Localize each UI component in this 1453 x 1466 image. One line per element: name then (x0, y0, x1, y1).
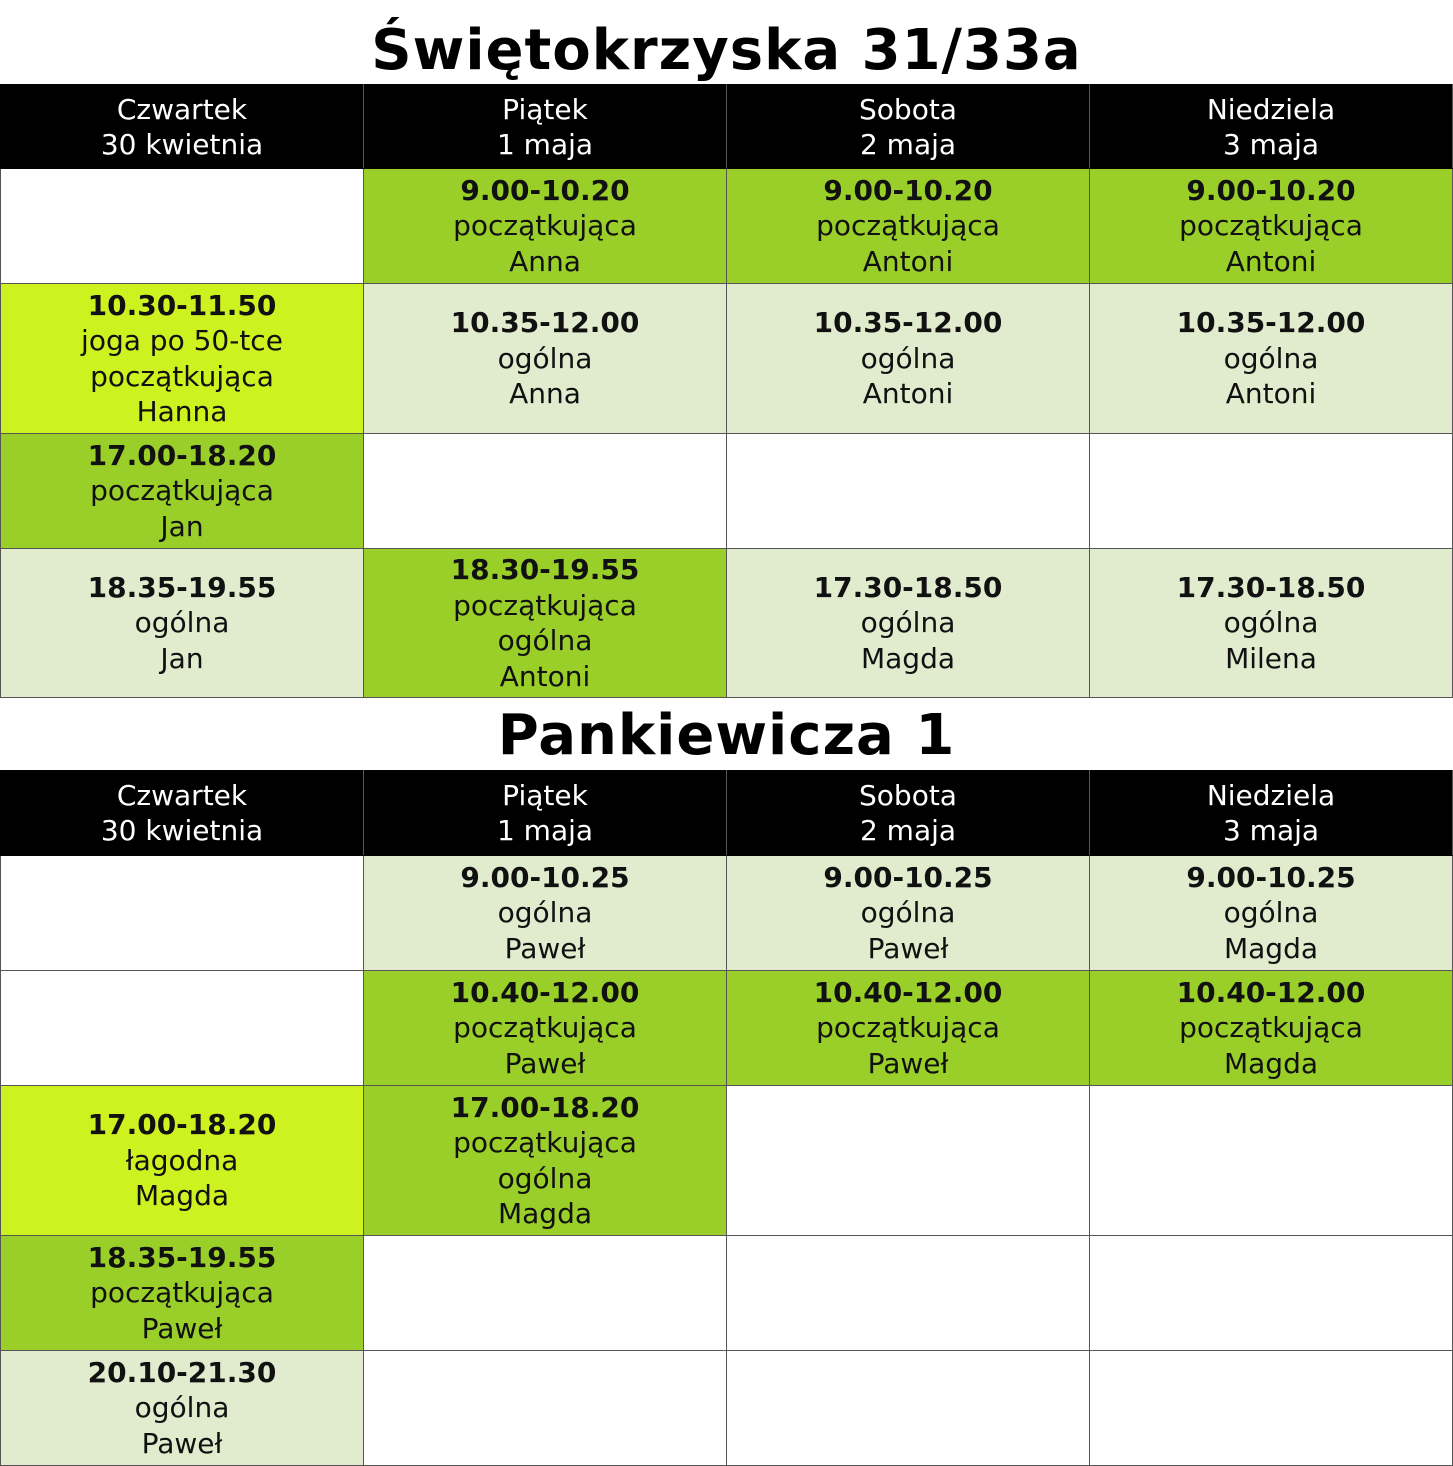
day-header-cell (1, 771, 364, 856)
schedule-row (1, 1351, 1453, 1466)
instructor-name: Antoni (499, 659, 591, 693)
class-cell (364, 971, 727, 1086)
instructor-name: Antoni (1225, 244, 1317, 278)
day-name: Piątek (502, 92, 588, 126)
class-type: ogólna (497, 896, 593, 930)
class-type: ogólna (860, 896, 956, 930)
class-type: początkująca (816, 209, 1000, 243)
class-time: 10.40-12.00 (813, 975, 1003, 1009)
schedule-row (1, 434, 1453, 549)
instructor-name: Anna (509, 377, 581, 411)
class-time: 10.35-12.00 (1176, 306, 1366, 340)
class-cell (1090, 856, 1453, 971)
schedule-row (1, 971, 1453, 1086)
class-cell (364, 284, 727, 434)
class-cell (364, 549, 727, 698)
schedule-row (1, 1236, 1453, 1351)
schedule-row (1, 284, 1453, 434)
class-type: joga po 50-tce (81, 324, 283, 357)
schedule-table (0, 84, 1453, 698)
empty-cell (1090, 1351, 1453, 1466)
class-time: 9.00-10.25 (1186, 860, 1356, 894)
instructor-name: Magda (497, 1197, 593, 1230)
class-type: początkująca (453, 1126, 637, 1159)
class-time: 10.35-12.00 (813, 306, 1003, 340)
day-name: Piątek (502, 779, 588, 812)
class-time: 17.00-18.20 (87, 438, 277, 472)
instructor-name: Paweł (867, 931, 949, 965)
instructor-name: Paweł (504, 931, 586, 965)
class-cell (727, 169, 1090, 284)
day-date: 30 kwietnia (100, 814, 264, 847)
class-cell (364, 169, 727, 284)
instructor-name: Anna (509, 244, 581, 278)
empty-cell (727, 1086, 1090, 1236)
schedule-table (0, 770, 1453, 1466)
instructor-name: Magda (1223, 1046, 1319, 1080)
class-cell (727, 971, 1090, 1086)
empty-cell (727, 434, 1090, 549)
day-name: Sobota (859, 92, 957, 126)
day-name: Czwartek (116, 92, 248, 126)
instructor-name: Antoni (862, 244, 954, 278)
class-cell (1090, 549, 1453, 698)
class-time: 9.00-10.20 (460, 173, 630, 207)
class-cell (1, 1236, 364, 1351)
class-time: 9.00-10.20 (823, 173, 993, 207)
class-time: 17.00-18.20 (87, 1108, 277, 1142)
class-time: 10.30-11.50 (87, 288, 277, 322)
empty-cell (1090, 1236, 1453, 1351)
instructor-name: Paweł (504, 1046, 586, 1080)
empty-cell (1090, 434, 1453, 549)
day-header-cell (727, 771, 1090, 856)
class-type: łagodna (125, 1143, 239, 1177)
class-cell (364, 856, 727, 971)
day-date: 1 maja (496, 127, 594, 161)
class-type: początkująca (453, 1011, 637, 1045)
class-cell (1, 1351, 364, 1466)
class-type: ogólna (134, 1391, 230, 1425)
class-time: 17.30-18.50 (813, 570, 1003, 604)
class-cell (1090, 284, 1453, 434)
empty-cell (364, 1236, 727, 1351)
day-header-cell (364, 771, 727, 856)
class-type: początkująca (453, 209, 637, 243)
instructor-name: Jan (160, 641, 204, 675)
day-date: 30 kwietnia (100, 127, 264, 161)
class-type: początkująca (816, 1011, 1000, 1045)
class-time: 17.00-18.20 (450, 1090, 640, 1124)
instructor-name: Jan (160, 509, 204, 543)
schedule-row (1, 1086, 1453, 1236)
empty-cell (1, 856, 364, 971)
class-type: ogólna (497, 1161, 593, 1195)
empty-cell (1, 169, 364, 284)
class-time: 20.10-21.30 (87, 1355, 277, 1389)
day-header-cell (1, 85, 364, 169)
day-name: Niedziela (1206, 92, 1336, 126)
class-time: 10.40-12.00 (1176, 975, 1366, 1009)
day-name: Sobota (859, 779, 957, 812)
instructor-name: Antoni (862, 377, 954, 411)
day-header-cell (727, 85, 1090, 169)
class-cell (364, 1086, 727, 1236)
class-cell (1090, 971, 1453, 1086)
class-cell (1, 434, 364, 549)
section-title: Świętokrzyska 31/33a (371, 18, 1082, 83)
class-cell (1, 1086, 364, 1236)
class-type: początkująca (90, 474, 274, 508)
class-type: początkująca (90, 1276, 274, 1310)
class-time: 18.35-19.55 (87, 570, 277, 604)
class-type: ogólna (1223, 341, 1319, 375)
day-date: 2 maja (859, 814, 957, 847)
schedule-row (1, 169, 1453, 284)
class-type: początkująca (1179, 1011, 1363, 1045)
empty-cell (727, 1351, 1090, 1466)
instructor-name: Paweł (141, 1426, 223, 1460)
class-time: 18.35-19.55 (87, 1240, 277, 1274)
class-time: 17.30-18.50 (1176, 570, 1366, 604)
empty-cell (1, 971, 364, 1086)
class-type: ogólna (497, 341, 593, 375)
class-time: 10.35-12.00 (450, 306, 640, 340)
instructor-name: Magda (134, 1179, 230, 1213)
class-type: początkująca (90, 359, 274, 393)
empty-cell (364, 1351, 727, 1466)
day-date: 1 maja (496, 814, 594, 847)
class-type: ogólna (497, 624, 593, 657)
empty-cell (727, 1236, 1090, 1351)
class-time: 9.00-10.25 (460, 860, 630, 894)
class-cell (1090, 169, 1453, 284)
day-header-cell (364, 85, 727, 169)
day-header-row (1, 771, 1453, 856)
class-type: początkująca (1179, 209, 1363, 243)
day-header-cell (1090, 771, 1453, 856)
day-name: Niedziela (1206, 779, 1336, 812)
section-title: Pankiewicza 1 (497, 703, 956, 768)
class-time: 9.00-10.25 (823, 860, 993, 894)
class-cell (1, 284, 364, 434)
class-type: początkująca (453, 588, 637, 622)
instructor-name: Magda (860, 641, 956, 675)
instructor-name: Antoni (1225, 377, 1317, 411)
class-type: ogólna (1223, 896, 1319, 930)
instructor-name: Milena (1225, 641, 1317, 675)
class-type: ogólna (860, 341, 956, 375)
class-cell (727, 284, 1090, 434)
class-cell (1, 549, 364, 698)
class-type: ogólna (1223, 606, 1319, 640)
class-type: ogólna (860, 606, 956, 640)
schedule-row (1, 549, 1453, 698)
day-header-cell (1090, 85, 1453, 169)
instructor-name: Magda (1223, 931, 1319, 965)
instructor-name: Paweł (141, 1311, 223, 1345)
day-date: 3 maja (1222, 127, 1320, 161)
class-type: ogólna (134, 606, 230, 640)
empty-cell (1090, 1086, 1453, 1236)
schedule-row (1, 856, 1453, 971)
class-time: 10.40-12.00 (450, 975, 640, 1009)
class-cell (727, 549, 1090, 698)
class-time: 18.30-19.55 (450, 553, 640, 586)
day-header-row (1, 85, 1453, 169)
instructor-name: Hanna (136, 395, 228, 428)
instructor-name: Paweł (867, 1046, 949, 1080)
empty-cell (364, 434, 727, 549)
day-date: 2 maja (859, 127, 957, 161)
day-date: 3 maja (1222, 814, 1320, 847)
class-cell (727, 856, 1090, 971)
day-name: Czwartek (116, 779, 248, 812)
class-time: 9.00-10.20 (1186, 173, 1356, 207)
